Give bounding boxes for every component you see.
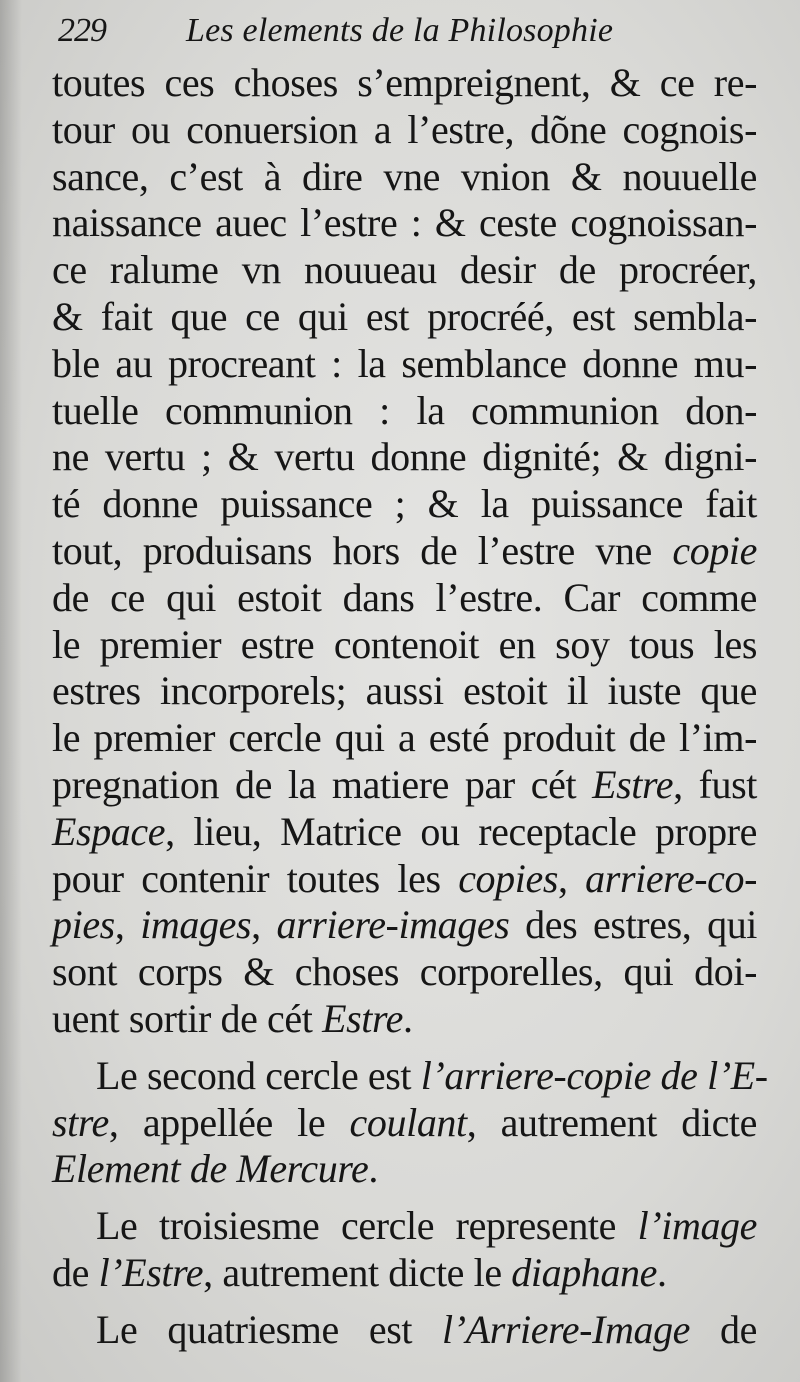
text-line	[52, 949, 757, 996]
roman-text: de ce qui estoit dans l’estre. Car comme	[52, 574, 757, 620]
text-line	[52, 996, 757, 1043]
roman-text: ce ralume vn nouueau desir de procréer,	[52, 247, 757, 293]
roman-text: , autrement dicte	[466, 1099, 757, 1145]
text-line	[52, 247, 757, 294]
italic-text: l’arriere-copie de l’E-	[420, 1052, 768, 1098]
text-line	[52, 575, 757, 622]
text-line	[52, 528, 757, 575]
roman-text: estres incorporels; aussi estoit il iuste que	[52, 668, 757, 714]
text-line	[52, 154, 757, 201]
roman-text: toutes ces choses s’empreignent, & ce re-	[52, 60, 757, 105]
roman-text: & fait que ce qui est procréé, est sembla-	[52, 293, 757, 339]
roman-text: sance, c’est à dire vne vnion & nouuelle	[52, 153, 757, 199]
page-number: 229	[58, 12, 106, 49]
roman-text: ,	[251, 902, 277, 948]
italic-text: Espace	[52, 808, 166, 854]
roman-text: des estres, qui	[509, 902, 758, 948]
italic-text: copies	[458, 855, 558, 901]
text-line	[52, 481, 757, 528]
text-line	[52, 1250, 757, 1297]
roman-text: le premier cercle qui a esté produit de l’im-	[52, 715, 757, 761]
text-line	[52, 60, 757, 107]
text-line	[52, 1307, 757, 1354]
roman-text: sont corps & choses corporelles, qui doi-	[52, 949, 757, 995]
text-line	[52, 1203, 757, 1250]
italic-text: l’Estre	[98, 1249, 204, 1295]
text-line	[52, 294, 757, 341]
roman-text: , appellée le	[108, 1099, 350, 1145]
italic-text: Estre	[592, 761, 674, 807]
italic-text: diaphane	[511, 1249, 657, 1295]
roman-text: té donne puissance ; & la puissance fait	[52, 481, 757, 527]
italic-text: Estre	[322, 995, 404, 1041]
italic-text: copie	[672, 527, 757, 573]
roman-text: pour contenir toutes les	[52, 855, 459, 901]
roman-text: uent sortir de cét	[52, 995, 323, 1041]
text-line	[52, 856, 757, 903]
roman-text: .	[656, 1249, 667, 1295]
italic-text: l’Arriere-Image	[442, 1306, 691, 1352]
roman-text: Le troisiesme cercle represente	[96, 1203, 638, 1249]
roman-text: ble au procreant : la semblance donne mu-	[52, 340, 757, 386]
roman-text: ne vertu ; & vertu donne dignité; & digni-	[52, 434, 757, 480]
roman-text: tout, produisans hors de l’estre vne	[52, 527, 673, 573]
italic-text: l’image	[637, 1203, 757, 1249]
roman-text: le premier estre contenoit en soy tous les	[52, 621, 757, 667]
roman-text: naissance auec l’estre : & ceste cognoissan-	[52, 200, 757, 246]
italic-text: arriere-images	[276, 902, 510, 948]
roman-text: de	[52, 1249, 99, 1295]
text-line	[52, 1100, 757, 1147]
roman-text: , autrement dicte le	[203, 1249, 512, 1295]
text-line	[52, 1052, 768, 1100]
text-line	[52, 434, 757, 481]
roman-text: ,	[114, 902, 141, 948]
text-line	[52, 762, 757, 809]
text-line	[52, 809, 757, 856]
roman-text: , lieu, Matrice ou receptacle propre	[165, 808, 757, 854]
roman-text: Le second cercle est	[96, 1052, 421, 1098]
italic-text: stre	[52, 1099, 109, 1145]
text-line	[52, 341, 757, 388]
text-line	[52, 107, 757, 154]
italic-text: arriere-co-	[585, 855, 758, 901]
roman-text: pregnation de la matiere par cét	[52, 761, 593, 807]
running-title: Les elements de la Philosophie	[186, 12, 614, 49]
paragraph-gap	[52, 1043, 757, 1053]
text-line	[52, 668, 757, 715]
italic-text: images	[140, 902, 252, 948]
text-line	[52, 622, 757, 669]
italic-text: Element de Mercure	[52, 1146, 369, 1192]
italic-text: coulant	[349, 1099, 467, 1145]
roman-text: , fust	[673, 761, 757, 807]
roman-text: de	[690, 1306, 757, 1352]
roman-text: .	[403, 995, 413, 1041]
body-text	[52, 60, 768, 1354]
roman-text: .	[368, 1146, 378, 1192]
text-line	[52, 715, 757, 762]
paragraph-gap	[52, 1193, 757, 1203]
page-header	[58, 8, 758, 54]
roman-text: tour ou conuersion a l’estre, dõne cognois-	[52, 106, 757, 152]
text-line	[52, 1146, 757, 1193]
text-line	[52, 388, 757, 435]
italic-text: pies	[52, 902, 115, 948]
roman-text: tuelle communion : la communion don-	[52, 387, 757, 433]
roman-text: Le quatriesme est	[96, 1306, 443, 1352]
paragraph-gap	[52, 1297, 757, 1307]
text-line	[52, 902, 757, 949]
roman-text: ,	[558, 855, 586, 901]
text-line	[52, 200, 757, 247]
